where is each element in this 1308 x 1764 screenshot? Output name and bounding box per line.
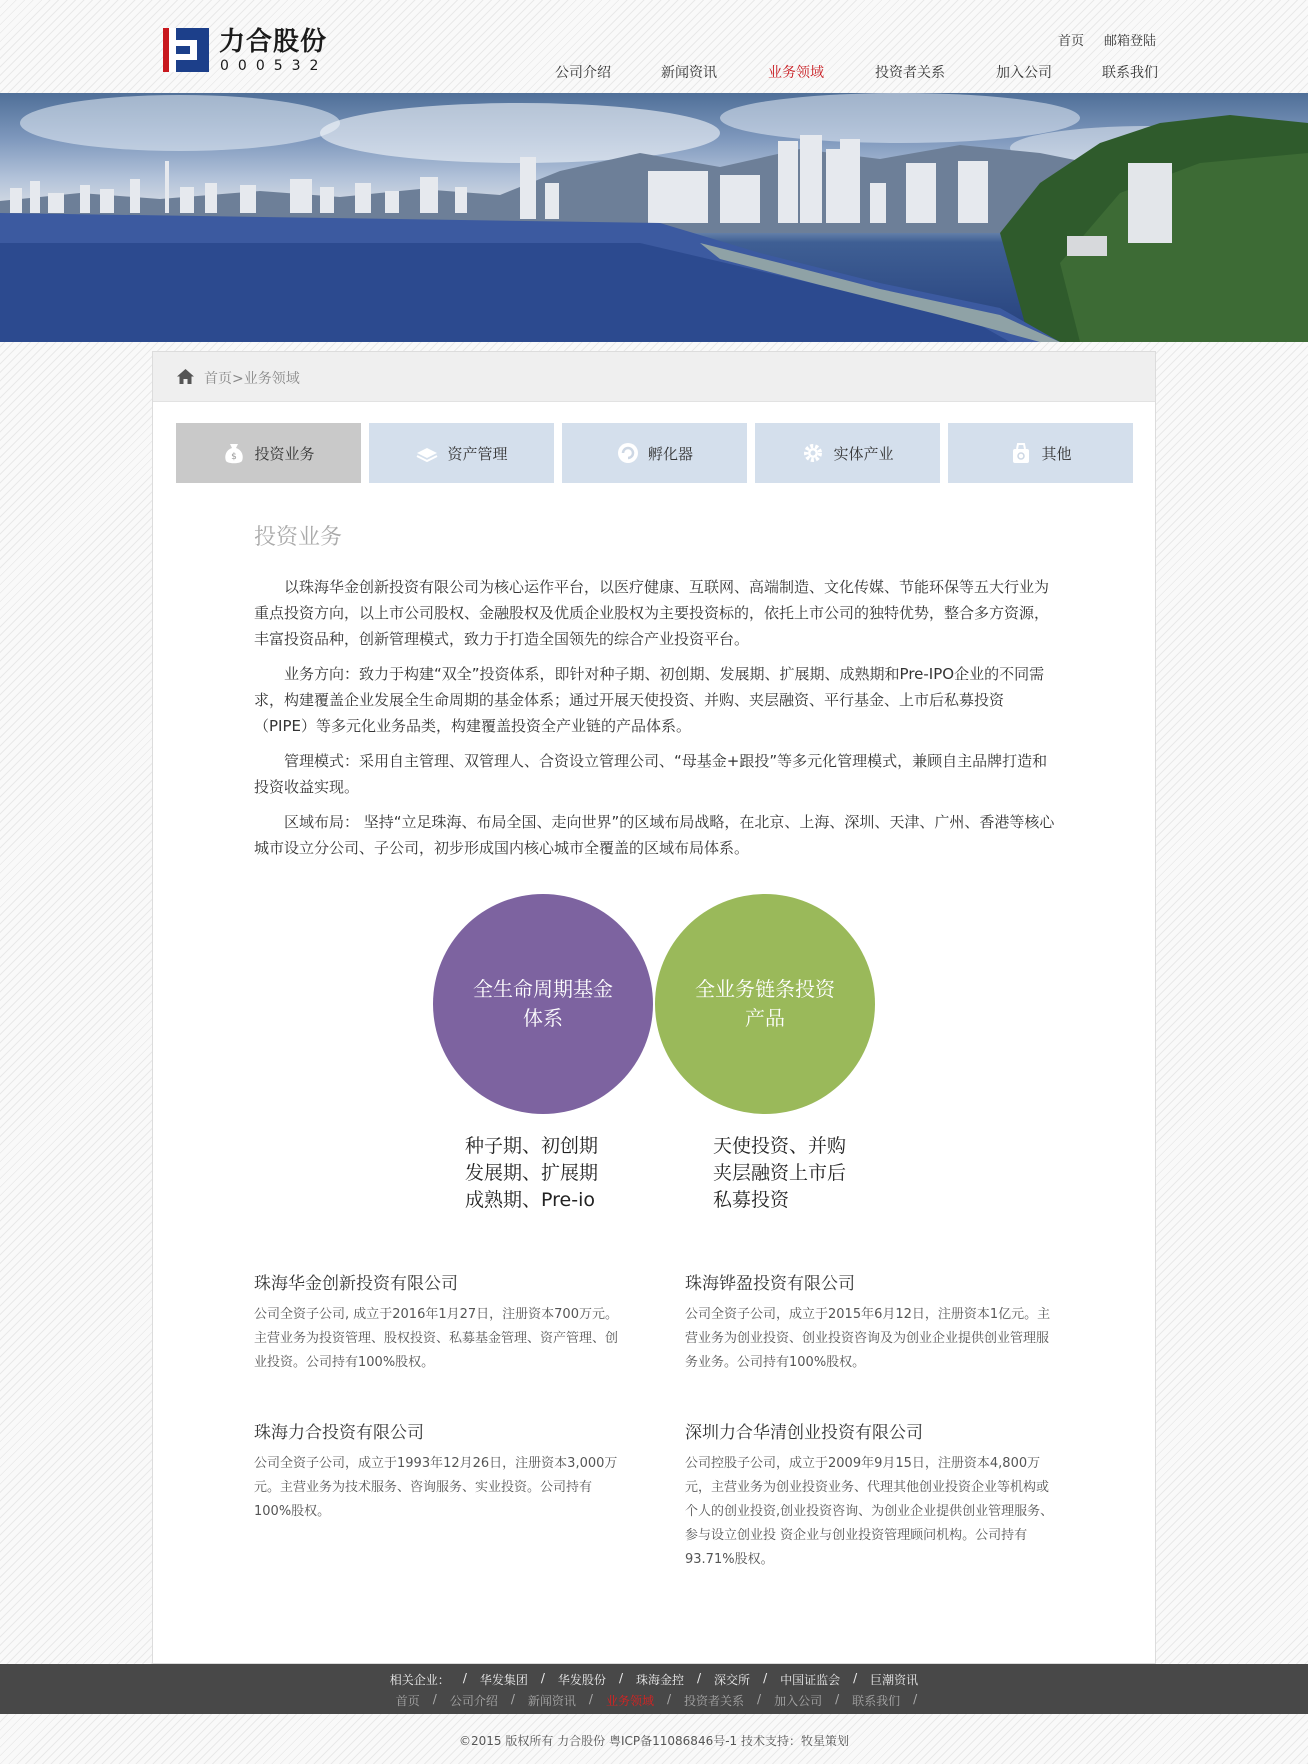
footer-link[interactable]: 投资者关系 [684,1694,745,1708]
breadcrumb-text[interactable]: 首页>业务领域 [204,371,300,387]
company-card [254,1269,624,1375]
site-header [0,0,1308,93]
footer-link-active[interactable]: 业务领域 [605,1694,654,1708]
site-footer [0,1664,1308,1714]
company-desc: 公司全资子公司，成立于2015年6月12日，注册资本1亿元。主营业务为创业投资、创业投资咨询及为创业企业提供创业管理服务业务。公司持有100%股权。 [685,1307,1051,1370]
list-item: 天使投资、并购 [713,1135,847,1157]
section-title: 投资业务 [254,525,343,550]
intro-text [254,574,1056,870]
list-item: 夹层融资上市后 [713,1162,847,1184]
tab-investment[interactable] [176,423,361,483]
bag-icon [1009,441,1033,465]
tab-other[interactable] [948,423,1133,483]
list-item: 发展期、扩展期 [465,1162,599,1184]
copyright: ©2015 版权所有 力合股份 粤ICP备11086846号-1 技术支持：牧星策划 [459,1734,849,1748]
company-logo[interactable] [163,27,353,75]
tab-asset-management[interactable] [369,423,554,483]
paragraph: 业务方向：致力于构建“双全”投资体系，即针对种子期、初创期、发展期、扩展期、成熟期和Pre-IPO企业的不同需求，构建覆盖企业发展全生命周期的基金体系；通过开展天使投资、并购、夹层融资、平行基金、上市后私募投资（PIPE）等多元化业务品类，构建覆盖投资全产业链的产品体系。 [254,665,1045,735]
company-desc: 公司全资子公司, 成立于2016年1月27日，注册资本700万元。主营业务为投资管理、股权投资、私募基金管理、资产管理、创业投资。公司持有100%股权。 [254,1307,619,1370]
main-nav [555,62,1158,82]
company-card [685,1418,1055,1572]
footer-link[interactable]: 加入公司 [774,1694,823,1708]
company-name: 珠海力合投资有限公司 [254,1423,424,1443]
paragraph: 以珠海华金创新投资有限公司为核心运作平台，以医疗健康、互联网、高端制造、文化传媒、节能环保等五大行业为重点投资方向，以上市公司股权、金融股权及优质企业股权为主要投资标的，依托上市公司的独特优势，整合多方资源，丰富投资品种，创新管理模式，致力于打造全国领先的综合产业投资平台。 [254,578,1050,648]
paragraph: 区域布局： 坚持“立足珠海、布局全国、走向世界”的区域布局战略，在北京、上海、深圳、天津、广州、香港等核心城市设立分公司、子公司，初步形成国内核心城市全覆盖的区域布局体系。 [254,813,1055,857]
list-item: 私募投资 [713,1189,790,1211]
footer-nav: 首页 / 公司介绍 / 新闻资讯 / 业务领域 / 投资者关系 / 加入公司 / 联系我们 / [395,1692,918,1708]
tab-incubator[interactable] [562,423,747,483]
tab-label: 其他 [1041,444,1072,463]
product-list [713,1133,846,1214]
tab-label: 资产管理 [447,444,508,463]
related-link[interactable]: 珠海金控 [635,1673,684,1687]
related-link[interactable]: 华发股份 [557,1673,606,1687]
home-icon [177,369,194,384]
logo-mark-icon [163,28,209,72]
nav-item-news[interactable]: 新闻资讯 [661,65,717,81]
company-desc: 公司全资子公司，成立于1993年12月26日，注册资本3,000万元。主营业务为技术服务、咨询服务、实业投资。公司持有100%股权。 [254,1456,618,1519]
company-name: 深圳力合华清创业投资有限公司 [685,1423,923,1443]
svg-text:$: $ [231,452,238,462]
tab-label: 实体产业 [833,444,894,463]
tab-label: 投资业务 [254,444,315,463]
city-coastline-illustration [0,93,1308,342]
logo-title: 力合股份 [219,27,328,57]
company-card [685,1269,1055,1375]
content-panel [152,351,1156,1664]
footer-link[interactable]: 公司介绍 [449,1694,498,1708]
top-link-home[interactable]: 首页 [1057,34,1084,49]
product-system-circle: 全业务链条投资产品 [655,894,875,1114]
list-item: 种子期、初创期 [465,1135,599,1157]
paragraph: 管理模式：采用自主管理、双管理人、合资设立管理公司、“母基金+跟投”等多元化管理模式，兼顾自主品牌打造和投资收益实现。 [254,752,1048,796]
nav-item-business[interactable]: 业务领域 [768,65,824,81]
footer-link[interactable]: 首页 [395,1694,420,1708]
stock-code: 000532 [220,58,328,74]
nav-item-about[interactable]: 公司介绍 [555,65,611,81]
nav-item-contact[interactable]: 联系我们 [1102,65,1158,81]
business-tabs [176,423,1133,483]
stack-icon [415,441,439,465]
stage-list [465,1133,598,1214]
related-link[interactable]: 华发集团 [479,1673,528,1687]
related-label: 相关企业： [389,1673,450,1687]
fund-system-circle: 全生命周期基金体系 [433,894,653,1114]
tab-label: 孵化器 [647,444,693,463]
related-link[interactable]: 巨潮资讯 [870,1673,919,1687]
company-name: 珠海华金创新投资有限公司 [254,1274,458,1294]
top-links [1058,30,1156,49]
footer-link[interactable]: 联系我们 [852,1694,901,1708]
related-companies: 相关企业： / 华发集团 / 华发股份 / 珠海金控 / 深交所 / 中国证监会 / 巨潮资讯 [389,1671,919,1687]
company-desc: 公司控股子公司，成立于2009年9月15日，注册资本4,800万元，主营业务为创业投资业务、代理其他创业投资企业等机构或个人的创业投资,创业投资咨询、为创业企业提供创业管理服务、参与设立创业投 资企业与创业投资管理顾问机构。公司持有93.71%股权。 [685,1456,1054,1567]
gear-icon [801,441,825,465]
money-bag-icon [222,441,246,465]
tab-industry[interactable] [755,423,940,483]
refresh-icon [616,441,640,465]
company-name: 珠海铧盈投资有限公司 [685,1274,855,1294]
hero-banner-image [0,93,1308,342]
list-item: 成熟期、Pre-io [465,1189,595,1211]
top-link-mail-login[interactable]: 邮箱登陆 [1103,34,1156,49]
breadcrumb [153,352,1155,402]
company-card [254,1418,624,1524]
related-link[interactable]: 中国证监会 [780,1673,841,1687]
related-link[interactable]: 深交所 [714,1673,751,1687]
nav-item-join[interactable]: 加入公司 [996,65,1052,81]
footer-link[interactable]: 新闻资讯 [527,1694,576,1708]
nav-item-investor[interactable]: 投资者关系 [875,65,945,81]
